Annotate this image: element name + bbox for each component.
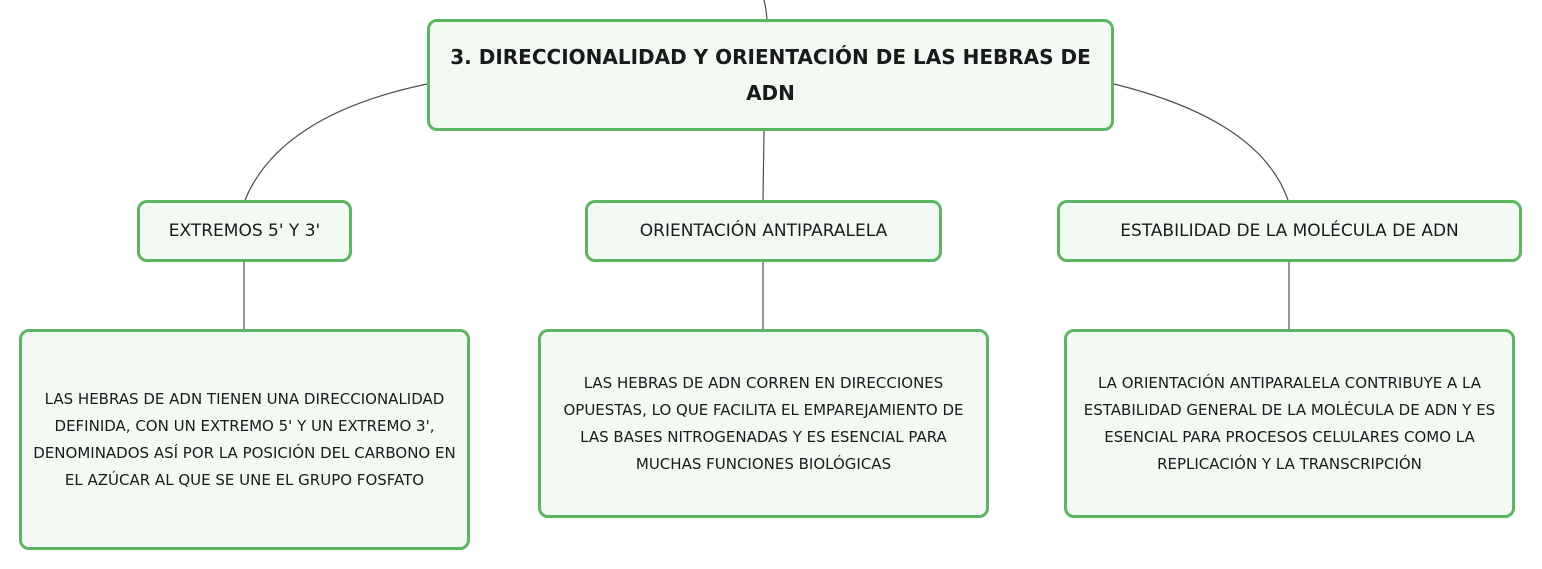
connector-root-to-topic-2 bbox=[763, 131, 764, 200]
detail-node-extremos[interactable] bbox=[19, 329, 470, 550]
detail-node-estabilidad[interactable] bbox=[1064, 329, 1515, 518]
detail-node-text: LAS HEBRAS DE ADN TIENEN UNA DIRECCIONALIDAD DEFINIDA, CON UN EXTREMO 5' Y UN EXTREMO 3', DENOMINADOS ASÍ POR LA POSICIÓN DEL CARBONO EN EL AZÚCAR AL QUE SE UNE EL GRUPO FOSFATO bbox=[33, 389, 456, 489]
topic-node-label: ORIENTACIÓN ANTIPARALELA bbox=[639, 221, 888, 241]
topic-node-extremos[interactable] bbox=[137, 200, 352, 262]
connector-root-to-topic-3 bbox=[1114, 84, 1288, 200]
root-node[interactable] bbox=[427, 19, 1114, 131]
topic-node-label: EXTREMOS 5' Y 3' bbox=[168, 221, 321, 241]
root-node-label: 3. DIRECCIONALIDAD Y ORIENTACIÓN DE LAS HEBRAS DE ADN bbox=[450, 45, 1091, 105]
topic-node-orientacion[interactable] bbox=[585, 200, 942, 262]
topic-node-estabilidad[interactable] bbox=[1057, 200, 1522, 262]
detail-node-text: LA ORIENTACIÓN ANTIPARALELA CONTRIBUYE A LA ESTABILIDAD GENERAL DE LA MOLÉCULA DE ADN Y ES ESENCIAL PARA PROCESOS CELULARES COMO LA REPLICACIÓN Y LA TRANSCRIPCIÓN bbox=[1083, 373, 1496, 473]
connector-root-to-topic-1 bbox=[245, 84, 427, 200]
topic-node-label: ESTABILIDAD DE LA MOLÉCULA DE ADN bbox=[1120, 221, 1459, 241]
connector-incoming-root bbox=[764, 0, 767, 19]
detail-node-text: LAS HEBRAS DE ADN CORREN EN DIRECCIONES OPUESTAS, LO QUE FACILITA EL EMPAREJAMIENTO DE LAS BASES NITROGENADAS Y ES ESENCIAL PARA MUCHAS FUNCIONES BIOLÓGICAS bbox=[563, 373, 964, 473]
detail-node-orientacion[interactable] bbox=[538, 329, 989, 518]
